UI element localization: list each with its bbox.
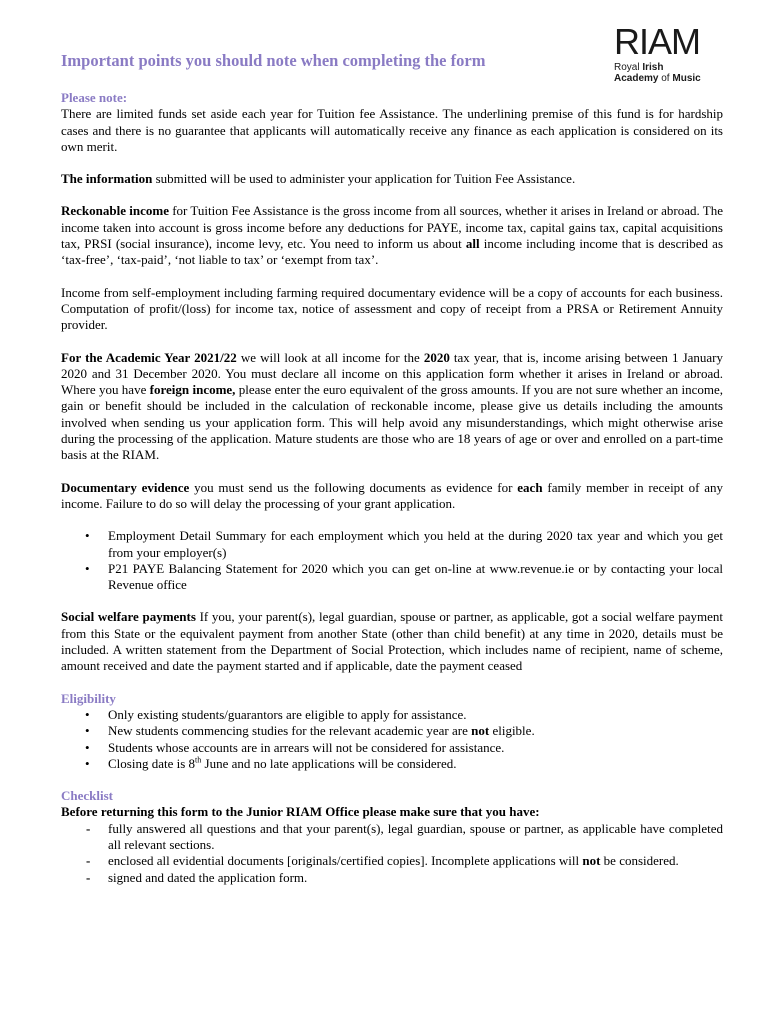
page-title: Important points you should note when completing the form	[61, 51, 486, 70]
list-item: • P21 PAYE Balancing Statement for 2020 which you can get on-line at www.revenue.ie or by contacting your local Revenue office	[61, 561, 723, 594]
documentary-evidence-list	[61, 528, 723, 593]
list-item: • Closing date is 8th June and no late applications will be considered.	[61, 756, 723, 772]
please-note-text: There are limited funds set aside each year for Tuition fee Assistance. The underlining premise of this fund is for hardship cases and there is no guarantee that applicants will automatically receive any finance as each application is considered on its own merit.	[61, 106, 723, 154]
eligibility-list	[61, 707, 723, 772]
eligibility-heading: Eligibility	[61, 690, 116, 706]
riam-logo	[614, 21, 726, 94]
logo-mark: RIAM	[614, 21, 700, 62]
list-item: • Only existing students/guarantors are eligible to apply for assistance.	[61, 707, 723, 723]
checklist-subheading: Before returning this form to the Junior RIAM Office please make sure that you have:	[61, 804, 540, 820]
checklist-list	[61, 821, 723, 886]
documentary-evidence-paragraph: Documentary evidence you must send us the following documents as evidence for each family member in receipt of any income. Failure to do so will delay the processing of your grant application.	[61, 479, 724, 511]
logo-subtitle: Royal Irish Academy of Music	[614, 62, 701, 84]
list-item: • New students commencing studies for the relevant academic year are not eligible.	[61, 723, 723, 739]
information-paragraph: The information submitted will be used to administer your application for Tuition Fee Assistance.	[61, 171, 576, 187]
reckonable-income-paragraph: Reckonable income for Tuition Fee Assistance is the gross income from all sources, whether it arises in Ireland or abroad. The income taken into account is gross income before any deductions for PAYE, income tax, capital gains tax, capital acquisitions tax, PRSI (social insurance), income levy, etc. You need to inform us about all income including income that is described as ‘tax-free’, ‘tax-paid’, ‘not liable to tax’ or ‘exempt from tax’.	[61, 203, 724, 268]
academic-year-paragraph: For the Academic Year 2021/22 we will look at all income for the 2020 tax year, that is, income arising between 1 January 2020 and 31 December 2020. You must declare all income on this application form whether it arises in Ireland or abroad. Where you have foreign income, please enter the euro equivalent of the gross amounts. If you are not sure whether an income, gain or benefit should be included in the calculation of reckonable income, please give us details including the amounts involved when sending us your application form. This will help avoid any misunderstandings, which might otherwise arise during the processing of the application. Mature students are those who are 18 years of age or over and enrolled on a part-time basis at the RIAM.	[61, 349, 724, 463]
social-welfare-paragraph: Social welfare payments If you, your parent(s), legal guardian, spouse or partner, as applicable, got a social welfare payment from this State or the equivalent payment from another State (other than child benefit) at any time in 2020, details must be included. A written statement from the Department of Social Protection, which includes name of recipient, name of scheme, amount received and date the payment started and if applicable, date the payment ceased	[61, 609, 723, 674]
self-employment-paragraph: Income from self-employment including farming required documentary evidence will be a copy of accounts for each business. Computation of profit/(loss) for income tax, notice of assessment and copy of receipt from a PRSA or Retirement Annuity provider.	[61, 284, 723, 333]
list-item: - enclosed all evidential documents [originals/certified copies]. Incomplete applications will not be considered.	[61, 853, 723, 869]
please-note-heading: Please note:	[61, 90, 128, 105]
list-item: - signed and dated the application form.	[61, 870, 723, 886]
document-body	[61, 90, 723, 886]
checklist-heading: Checklist	[61, 788, 113, 804]
list-item: • Employment Detail Summary for each employment which you held at the during 2020 tax year and which you get from your employer(s)	[61, 528, 723, 561]
list-item: • Students whose accounts are in arrears will not be considered for assistance.	[61, 740, 723, 756]
list-item: - fully answered all questions and that your parent(s), legal guardian, spouse or partner, as applicable have completed all relevant sections.	[61, 821, 723, 854]
